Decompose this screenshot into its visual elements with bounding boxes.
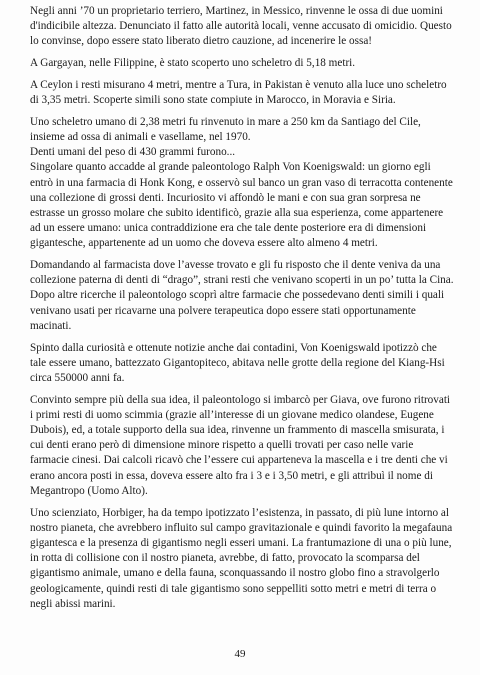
paragraph-megantropo: Convinto sempre più della sua idea, il paleontologo si imbarcò per Giava, ove furono ritrovati i primi resti di uomo scimmia (grazie all’interesse di un giovane medico olandese, Eugene Dubois), ed, a totale supporto della sua idea, rinvenne un frammento di mascella smisurata, i cui denti erano però di dimensione minore rispetto a quelli trovati per caso nelle varie farmacie cinesi. Dai calcoli ricavò che l’essere cui apparteneva la mascella e i tre denti che vi erano ancora posti in essa, doveva essere alto fra i 3 e i 3,50 metri, e gli attribuì il nome di Megantropo (Uomo Alto). <box>30 393 451 497</box>
paragraph-martinez: Negli anni ’70 un proprietario terriero, Martinez, in Messico, rinvenne le ossa di due uomini d'indicibile altezza. Denunciato il fatto alle autorità locali, venne accusato di omicidio. Questo lo convinse, dopo essere stato liberato dietro cauzione, ad incenerire le ossa! <box>30 5 452 48</box>
paragraph-farmacista: Domandando al farmacista dove l’avesse trovato e gli fu risposto che il dente veniva da una collezione paterna di denti di “drago”, strani resti che venivano scoperti in un po’ tutta la Cina. Dopo altre ricerche il paleontologo scoprì altre farmacie che possedevano denti simili i quali venivano usati per ricavarne una polvere terapeutica dopo essere stati opportunamente macinati. <box>30 259 454 332</box>
paragraph-santiago: Uno scheletro umano di 2,38 metri fu rinvenuto in mare a 250 km da Santiago del Cile, insieme ad ossa di animali e vasellame, nel 1970. <box>30 115 421 143</box>
paragraph-denti-umani: Denti umani del peso di 430 grammi furono... <box>30 146 236 159</box>
paragraph-koenigswald: Singolare quanto accadde al grande paleontologo Ralph Von Koenigswald: un giorno egli entrò in una farmacia di Honk Kong, e osservò sul banco un gran vaso di terracotta contenente una collezione di grossi denti. Incuriosito vi affondò le mani e con sua gran sorpresa ne estrasse un grosso molare che subito identificò, grazie alla sua esperienza, come appartenere ad un essere umano: unica contraddizione era che tale dente posteriore era di dimensioni gigantesche, appartenente ad un uomo che doveva essere alto almeno 4 metri. <box>30 161 453 250</box>
page-number: 49 <box>234 647 246 660</box>
paragraph-ceylon: A Ceylon i resti misurano 4 metri, mentre a Tura, in Pakistan è venuto alla luce uno scheletro di 3,35 metri. Scoperte simili sono state compiute in Marocco, in Moravia e Siria. <box>30 78 447 107</box>
paragraph-gigantopiteco: Spinto dalla curiosità e ottenute notizie anche dai contadini, Von Koenigswald ipotizzò che tale essere umano, battezzato Gigantopiteco, abitava nelle grotte della regione del Kiang-Hsi circa 550000 anni fa. <box>30 341 445 384</box>
paragraph-gargayan: A Gargayan, nelle Filippine, è stato scoperto uno scheletro di 5,18 metri. <box>30 57 356 70</box>
paragraph-horbiger: Uno scienziato, Horbiger, ha da tempo ipotizzato l’esistenza, in passato, di più lune intorno al nostro pianeta, che avrebbero influito sul campo gravitazionale e quindi favorito la megafauna gigantesca e la presenza di gigantismo negli esseri umani. La frantumazione di una o più lune, in rotta di collisione con il nostro pianeta, avrebbe, di fatto, provocato la scomparsa del gigantismo animale, umano e della fauna, sconquassando il nostro globo fino a stravolgerlo geologicamente, quindi resti di tale gigantismo sono seppelliti sotto metri e metri di terra o negli abissi marini. <box>30 506 453 610</box>
